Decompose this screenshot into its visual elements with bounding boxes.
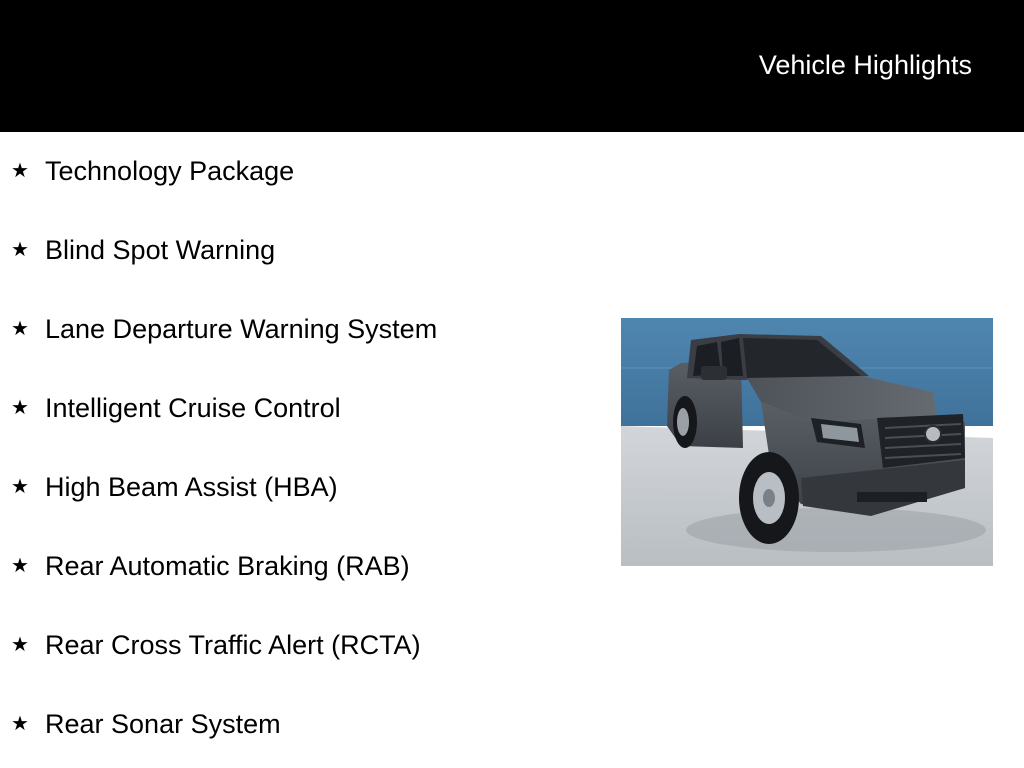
truck-illustration	[621, 318, 993, 566]
highlight-label: Lane Departure Warning System	[45, 314, 438, 344]
star-icon: ★	[11, 316, 29, 340]
star-icon: ★	[11, 158, 29, 182]
star-icon: ★	[11, 632, 29, 656]
list-item	[0, 470, 600, 510]
star-icon: ★	[11, 395, 29, 419]
vehicle-photo	[621, 318, 993, 566]
list-item	[0, 312, 600, 352]
highlight-label: Rear Sonar System	[45, 709, 281, 739]
highlight-label: Technology Package	[45, 156, 295, 186]
list-item	[0, 233, 600, 273]
star-icon: ★	[11, 711, 29, 735]
highlight-label: Blind Spot Warning	[45, 235, 276, 265]
star-icon: ★	[11, 237, 29, 261]
highlight-label: Rear Automatic Braking (RAB)	[45, 551, 410, 581]
star-icon: ★	[11, 474, 29, 498]
highlight-label: Rear Cross Traffic Alert (RCTA)	[45, 630, 421, 660]
header-bar	[0, 0, 1024, 132]
list-item	[0, 391, 600, 431]
list-item	[0, 154, 600, 194]
list-item	[0, 707, 600, 747]
star-icon: ★	[11, 553, 29, 577]
highlight-label: Intelligent Cruise Control	[45, 393, 341, 423]
highlight-label: High Beam Assist (HBA)	[45, 472, 338, 502]
list-item	[0, 628, 600, 668]
page-title: Vehicle Highlights	[758, 50, 972, 80]
list-item	[0, 549, 600, 589]
